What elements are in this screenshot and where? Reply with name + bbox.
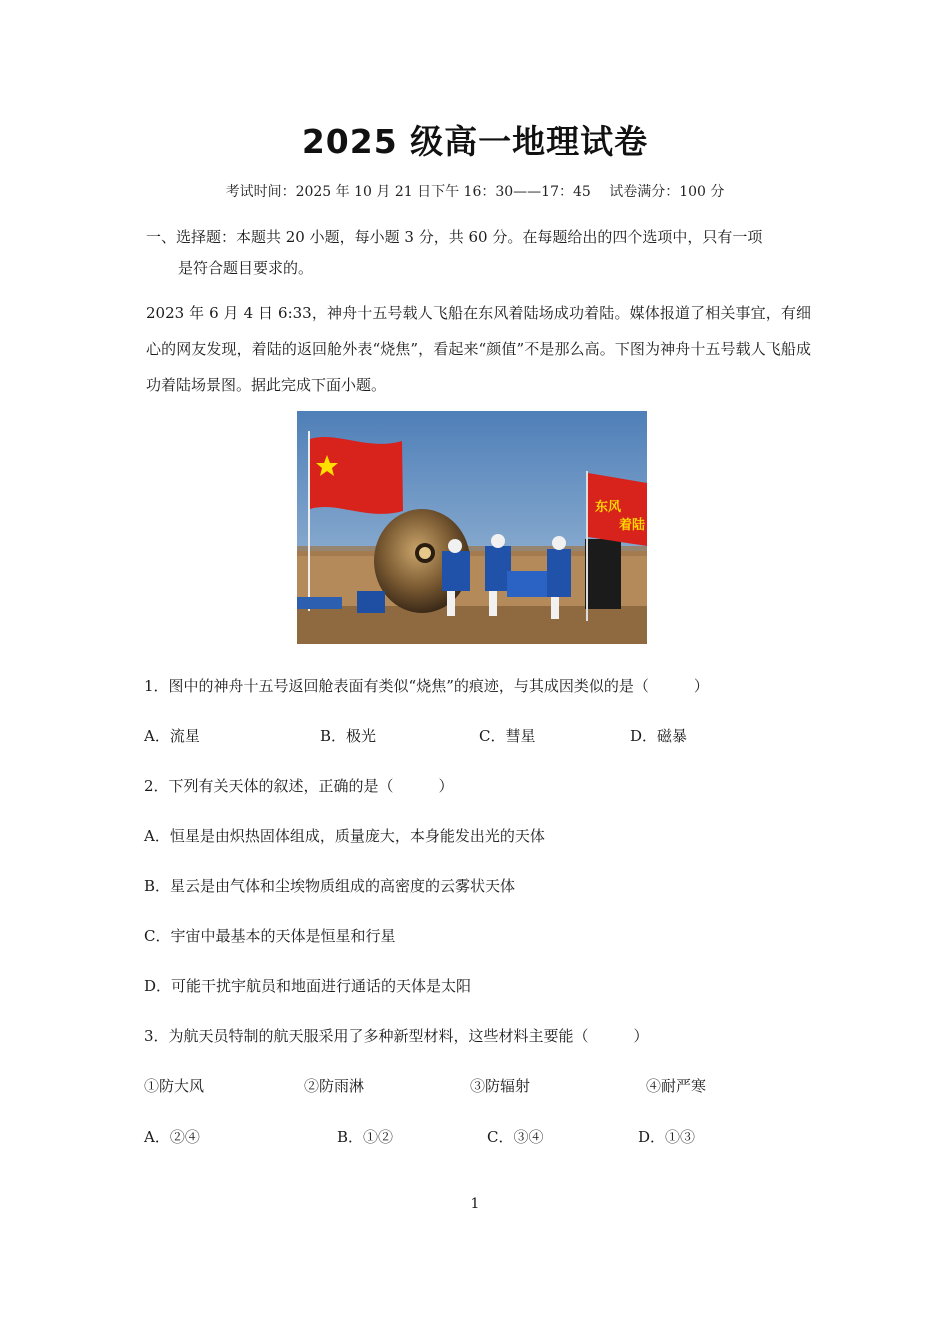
- q1-option-c: C．彗星: [479, 727, 536, 745]
- q2-option-b: B．星云是由气体和尘埃物质组成的高密度的云雾状天体: [144, 877, 516, 895]
- q3-item-2: ②防雨淋: [304, 1077, 365, 1095]
- q3-item-4: ④耐严寒: [646, 1077, 707, 1095]
- question-3-stem: 3．为航天员特制的航天服采用了多种新型材料，这些材料主要能（ ）: [144, 1027, 649, 1045]
- question-1-stem: 1．图中的神舟十五号返回舱表面有类似“烧焦”的痕迹，与其成因类似的是（ ）: [144, 677, 709, 695]
- q2-option-a: A．恒星是由炽热固体组成，质量庞大，本身能发出光的天体: [144, 827, 545, 845]
- q3-option-c: C．③④: [487, 1128, 544, 1146]
- flag-text-line1: 东风: [595, 500, 622, 515]
- q3-option-a: A．②④: [144, 1128, 200, 1146]
- reading-passage: 2023 年 6 月 4 日 6:33，神舟十五号载人飞船在东风着陆场成功着陆。媒体报道了相关事宜，有细心的网友发现，着陆的返回舱外表“烧焦”，看起来“颜值”不是那么高。下图为神舟十五号载人飞船成功着陆场景图。据此完成下面小题。: [146, 304, 811, 394]
- landing-scene-illustration: [297, 411, 647, 644]
- exam-info: 考试时间：2025 年 10 月 21 日下午 16：30——17：45 试卷满分：100 分: [225, 184, 725, 200]
- q3-option-d: D．①③: [638, 1128, 696, 1146]
- landing-photo: [297, 411, 647, 644]
- exam-title: 2025 级高一地理试卷: [301, 122, 649, 161]
- q1-option-a: A．流星: [144, 727, 200, 745]
- q1-option-b: B．极光: [320, 727, 377, 745]
- section-heading-line1: 一、选择题：本题共 20 小题，每小题 3 分，共 60 分。在每题给出的四个选项中，只有一项: [146, 228, 763, 246]
- q2-option-d: D．可能干扰宇航员和地面进行通话的天体是太阳: [144, 977, 472, 995]
- q3-option-b: B．①②: [337, 1128, 394, 1146]
- question-2-stem: 2．下列有关天体的叙述，正确的是（ ）: [144, 777, 454, 795]
- q2-option-c: C．宇宙中最基本的天体是恒星和行星: [144, 927, 396, 945]
- q1-option-d: D．磁暴: [630, 727, 688, 745]
- section-heading-line2: 是符合题目要求的。: [178, 259, 314, 277]
- flag-text-line2: 着陆: [619, 518, 646, 533]
- q3-item-3: ③防辐射: [470, 1077, 531, 1095]
- section-heading: [146, 222, 816, 284]
- page-number: 1: [470, 1196, 480, 1212]
- q3-item-1: ①防大风: [144, 1077, 205, 1095]
